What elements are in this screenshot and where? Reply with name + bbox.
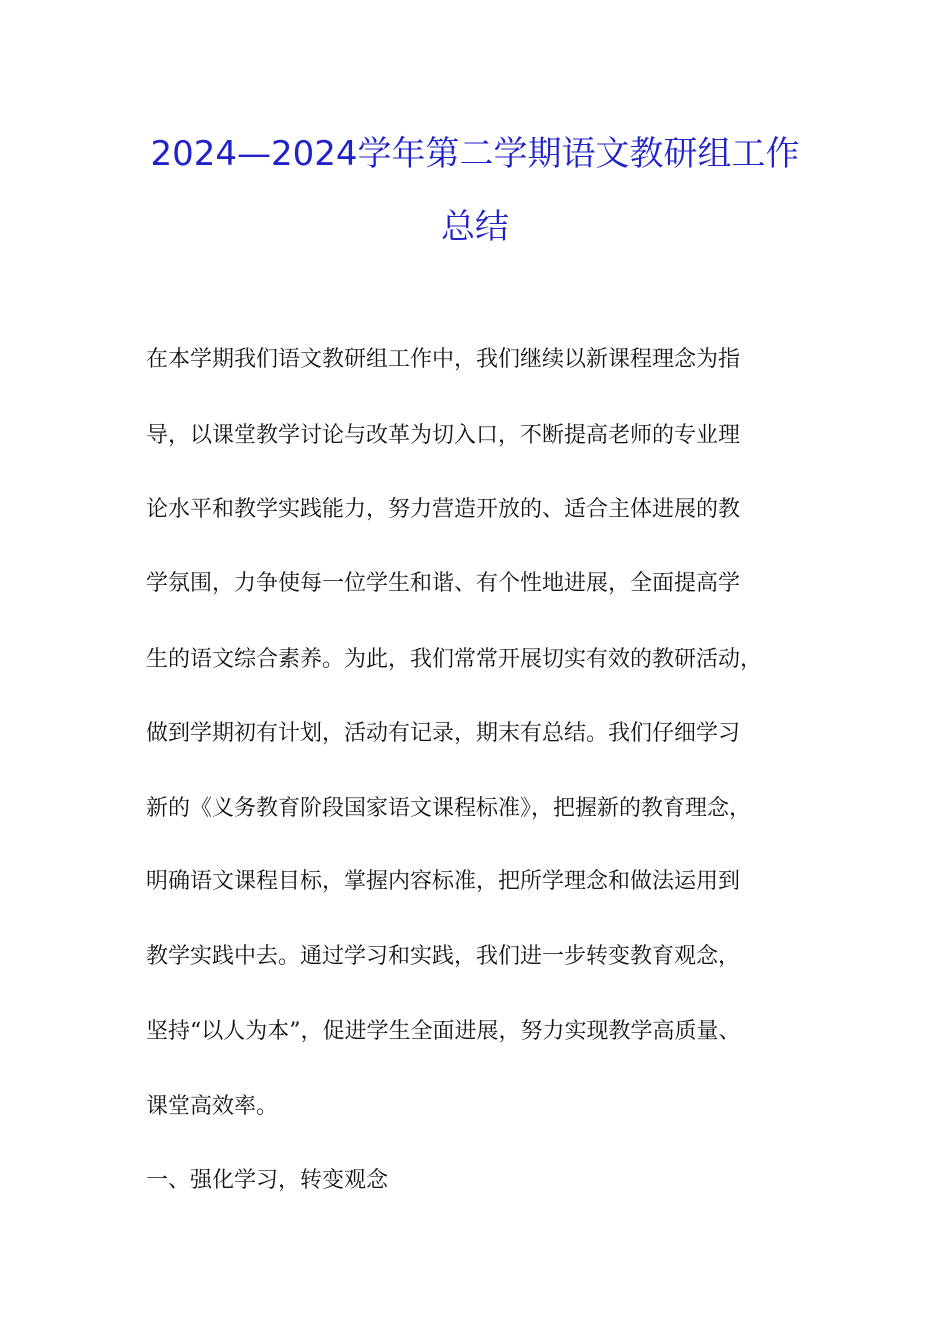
paragraph-line: 学氛围，力争使每一位学生和谐、有个性地进展，全面提高学 (146, 571, 741, 596)
paragraph-line: 生的语文综合素养。为此，我们常常开展切实有效的教研活动， (146, 647, 763, 672)
paragraph-line: 在本学期我们语文教研组工作中，我们继续以新课程理念为指 (146, 347, 741, 372)
paragraph-line: 课堂高效率。 (146, 1094, 279, 1119)
section-heading: 一、强化学习，转变观念 (146, 1168, 389, 1193)
paragraph-line: 论水平和教学实践能力，努力营造开放的、适合主体进展的教 (146, 497, 741, 522)
document-title-line-2: 总结 (441, 207, 509, 247)
paragraph-line: 导，以课堂教学讨论与改革为切入口，不断提高老师的专业理 (146, 423, 741, 448)
paragraph-line: 坚持“以人为本”，促进学生全面进展，努力实现教学高质量、 (146, 1019, 741, 1044)
paragraph-line: 做到学期初有计划，活动有记录，期末有总结。我们仔细学习 (146, 721, 741, 746)
paragraph-line: 明确语文课程目标，掌握内容标准，把所学理念和做法运用到 (146, 869, 741, 894)
paragraph-line: 新的《义务教育阶段国家语文课程标准》，把握新的教育理念， (146, 796, 752, 821)
document-title-line-1: 2024—2024学年第二学期语文教研组工作 (150, 134, 800, 174)
paragraph-line: 教学实践中去。通过学习和实践，我们进一步转变教育观念， (146, 944, 741, 969)
